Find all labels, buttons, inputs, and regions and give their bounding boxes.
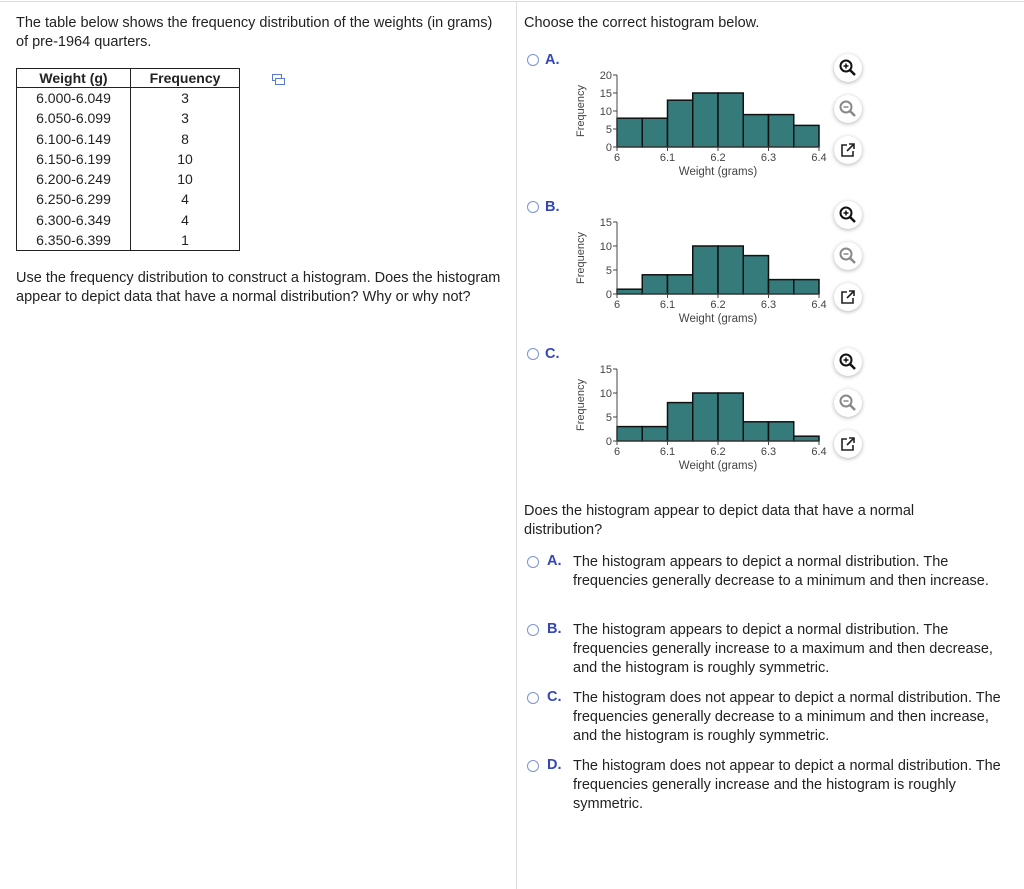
x-axis-label: Weight (grams) xyxy=(678,166,758,178)
table-row xyxy=(17,169,240,189)
zoom-out-button[interactable] xyxy=(834,95,862,123)
x-tick-label: 6 xyxy=(613,152,621,164)
histogram-bar xyxy=(642,275,667,294)
histogram-chart xyxy=(570,362,840,487)
y-tick-label: 15 xyxy=(599,217,612,229)
external-link-icon xyxy=(840,436,856,452)
open-in-new-window-button[interactable] xyxy=(834,136,862,164)
zoom-out-button[interactable] xyxy=(834,389,862,417)
x-tick-label: 6.4 xyxy=(811,446,827,458)
zoom-out-icon xyxy=(839,394,857,412)
table-row xyxy=(17,189,240,209)
y-tick-label: 0 xyxy=(605,289,612,301)
weight-cell: 6.250-6.299 xyxy=(17,189,131,209)
x-tick-label: 6.2 xyxy=(710,152,726,164)
frequency-cell: 8 xyxy=(181,130,189,147)
zoom-in-icon xyxy=(839,59,857,77)
radio-button[interactable] xyxy=(527,692,539,704)
y-axis-label: Frequency xyxy=(575,85,587,137)
weight-cell: 6.100-6.149 xyxy=(17,129,131,149)
x-tick-label: 6.1 xyxy=(659,299,676,311)
open-in-new-window-button[interactable] xyxy=(834,283,862,311)
histogram-bar xyxy=(642,118,667,147)
x-tick-label: 6.1 xyxy=(659,446,676,458)
x-axis-label: Weight (grams) xyxy=(678,313,758,325)
y-tick-label: 5 xyxy=(605,412,612,424)
histogram-bar xyxy=(693,93,718,147)
frequency-cell: 4 xyxy=(181,211,189,228)
histogram-bar xyxy=(693,246,718,294)
histogram-chart xyxy=(570,215,840,340)
answer-option-c[interactable] xyxy=(527,689,1007,746)
y-tick-label: 15 xyxy=(599,364,612,376)
radio-button[interactable] xyxy=(527,760,539,772)
weight-cell: 6.350-6.399 xyxy=(17,230,131,251)
radio-button[interactable] xyxy=(527,201,539,213)
y-tick-label: 5 xyxy=(605,265,612,277)
zoom-in-icon xyxy=(839,206,857,224)
x-tick-label: 6.3 xyxy=(760,446,777,458)
weight-cell: 6.300-6.349 xyxy=(17,210,131,230)
histogram-bar xyxy=(668,275,693,294)
option-letter: C. xyxy=(545,346,560,362)
radio-button[interactable] xyxy=(527,624,539,636)
histogram-option-8-2[interactable] xyxy=(527,346,560,362)
x-tick-label: 6 xyxy=(613,299,621,311)
option-letter: B. xyxy=(545,199,560,215)
y-tick-label: 5 xyxy=(605,124,612,136)
histogram-bar xyxy=(693,393,718,441)
zoom-in-button[interactable] xyxy=(834,54,862,82)
frequency-cell: 1 xyxy=(181,232,189,249)
option-text: The histogram appears to depict a normal distribution. The frequencies generally decrease to a minimum and then increase. xyxy=(573,554,989,589)
histogram-bar xyxy=(769,422,794,441)
x-axis-label: Weight (grams) xyxy=(678,460,758,472)
option-letter: C. xyxy=(547,689,562,705)
weight-cell: 6.200-6.249 xyxy=(17,169,131,189)
table-row xyxy=(17,88,240,109)
top-border xyxy=(0,1,1024,2)
option-letter: A. xyxy=(547,553,562,569)
y-axis-label: Frequency xyxy=(575,232,587,284)
histogram-chart xyxy=(570,68,840,193)
option-text: The histogram appears to depict a normal distribution. The frequencies generally increase to a maximum and then decrease, and the histogram is roughly symmetric. xyxy=(573,622,993,676)
x-tick-label: 6.4 xyxy=(811,152,827,164)
zoom-in-button[interactable] xyxy=(834,201,862,229)
y-tick-label: 10 xyxy=(599,106,612,118)
weight-cell: 6.150-6.199 xyxy=(17,149,131,169)
frequency-cell: 10 xyxy=(177,171,193,188)
x-tick-label: 6.3 xyxy=(760,152,777,164)
y-tick-label: 10 xyxy=(599,388,612,400)
x-tick-label: 6 xyxy=(613,446,621,458)
x-tick-label: 6.3 xyxy=(760,299,777,311)
external-link-icon xyxy=(840,142,856,158)
histogram-bar xyxy=(743,115,768,147)
table-row xyxy=(17,108,240,128)
histogram-bar xyxy=(718,246,743,294)
histogram-bar xyxy=(769,280,794,294)
histogram-bar xyxy=(743,422,768,441)
y-tick-label: 10 xyxy=(599,241,612,253)
option-text: The histogram does not appear to depict a normal distribution. The frequencies generally decrease to a minimum and then increase, and the histogram is roughly symmetric. xyxy=(573,690,1001,744)
normal-prompt: Does the histogram appear to depict data that have a normal distribution? xyxy=(524,503,915,538)
y-tick-label: 0 xyxy=(605,142,612,154)
open-in-new-window-button[interactable] xyxy=(834,430,862,458)
histogram-option-8-0[interactable] xyxy=(527,52,560,68)
histogram-bar xyxy=(617,289,642,294)
column-header-frequency: Frequency xyxy=(131,69,240,88)
weight-cell: 6.000-6.049 xyxy=(17,88,131,109)
option-letter: B. xyxy=(547,621,562,637)
zoom-in-icon xyxy=(839,353,857,371)
table-row xyxy=(17,149,240,169)
radio-button[interactable] xyxy=(527,556,539,568)
histogram-bar xyxy=(794,280,819,294)
option-letter: A. xyxy=(545,52,560,68)
histogram-prompt: Choose the correct histogram below. xyxy=(524,15,760,31)
x-tick-label: 6.1 xyxy=(659,152,676,164)
frequency-cell: 3 xyxy=(181,110,189,127)
histogram-bar xyxy=(718,93,743,147)
x-tick-label: 6.2 xyxy=(710,299,726,311)
x-tick-label: 6.2 xyxy=(710,446,726,458)
histogram-bar xyxy=(668,100,693,147)
radio-button[interactable] xyxy=(527,54,539,66)
answer-option-d[interactable] xyxy=(527,757,1007,814)
frequency-cell: 3 xyxy=(181,90,189,106)
y-tick-label: 15 xyxy=(599,88,612,100)
option-letter: D. xyxy=(547,757,562,773)
panel-divider xyxy=(516,2,517,889)
y-axis-label: Frequency xyxy=(575,379,587,431)
histogram-bar xyxy=(617,427,642,441)
histogram-bar xyxy=(642,427,667,441)
histogram-bar xyxy=(668,403,693,441)
histogram-bar xyxy=(794,436,819,441)
answer-option-b[interactable] xyxy=(527,621,1007,678)
column-header-weight: Weight (g) xyxy=(17,69,131,88)
table-row xyxy=(17,210,240,230)
copy-table-icon[interactable] xyxy=(272,74,286,90)
histogram-option-8-1[interactable] xyxy=(527,199,560,215)
zoom-in-button[interactable] xyxy=(834,348,862,376)
question-text: Use the frequency distribution to construct a histogram. Does the histogram appear to depict data that have a normal distribution? Why or why not? xyxy=(16,270,501,305)
answer-option-a[interactable] xyxy=(527,553,1007,591)
histogram-bar xyxy=(617,118,642,147)
frequency-table xyxy=(16,68,240,251)
histogram-bar xyxy=(743,256,768,294)
intro-text: The table below shows the frequency distribution of the weights (in grams) of pre-1964 quarters. xyxy=(16,15,493,50)
table-row xyxy=(17,230,240,251)
histogram-bar xyxy=(718,393,743,441)
x-tick-label: 6.4 xyxy=(811,299,827,311)
zoom-out-button[interactable] xyxy=(834,242,862,270)
y-tick-label: 20 xyxy=(599,70,612,82)
histogram-bar xyxy=(794,125,819,147)
option-text: The histogram does not appear to depict a normal distribution. The frequencies generally increase and the histogram is roughly symmetric. xyxy=(573,758,1001,812)
frequency-cell: 10 xyxy=(177,150,193,167)
external-link-icon xyxy=(840,289,856,305)
weight-cell: 6.050-6.099 xyxy=(17,108,131,128)
histogram-bar xyxy=(769,115,794,147)
table-row xyxy=(17,129,240,149)
y-tick-label: 0 xyxy=(605,436,612,448)
frequency-cell: 4 xyxy=(181,191,189,208)
zoom-out-icon xyxy=(839,247,857,265)
zoom-out-icon xyxy=(839,100,857,118)
radio-button[interactable] xyxy=(527,348,539,360)
